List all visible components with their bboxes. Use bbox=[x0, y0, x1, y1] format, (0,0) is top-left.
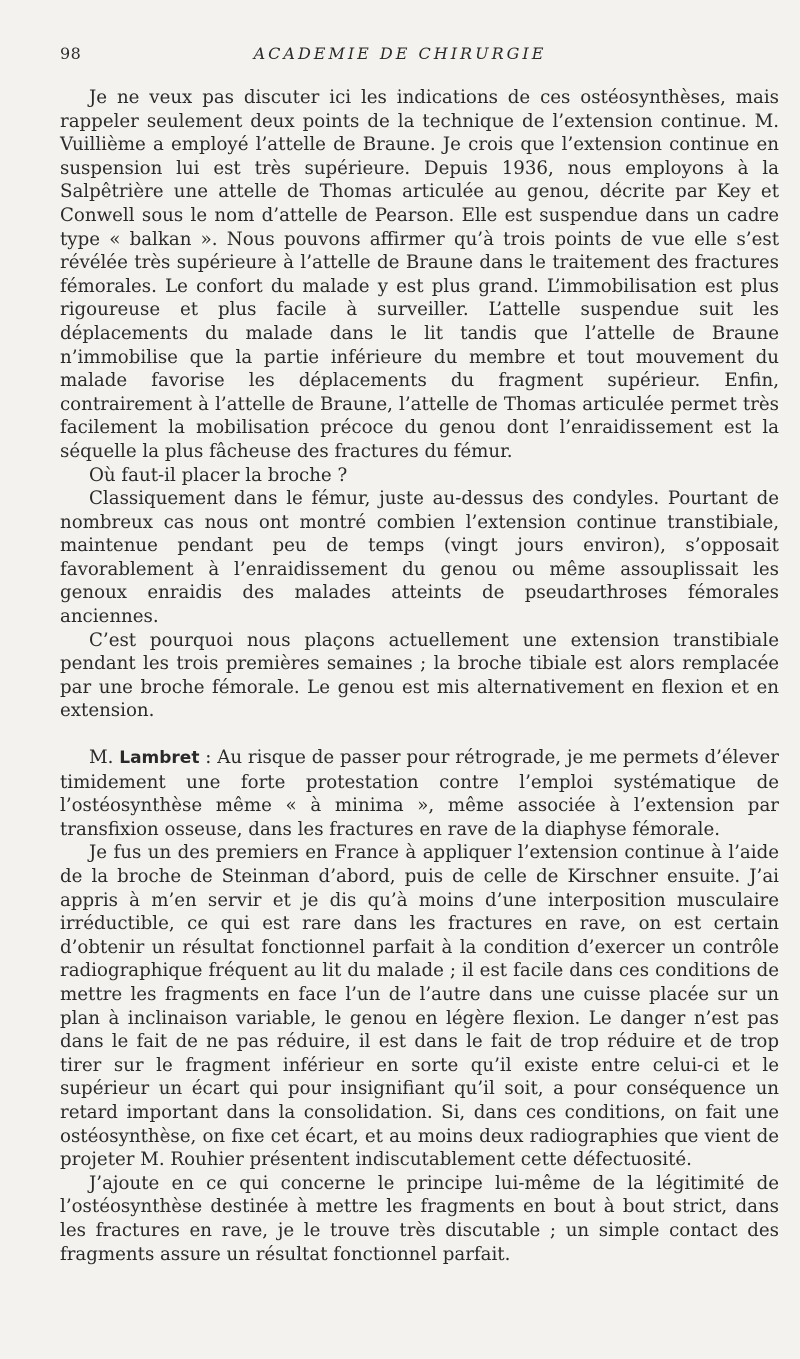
paragraph: J’ajoute en ce qui concerne le principe lui-même de la légitimité de l’ostéosynthèse destinée à mettre les fragments en bout à bout strict, dans les fractures en rave, je le trouve très discutable ; un simple contact des fragments assure un résultat fonctionnel parfait. bbox=[60, 1172, 779, 1265]
page-header bbox=[60, 44, 740, 68]
paragraph: C’est pourquoi nous plaçons actuellement une extension transtibiale pendant les trois premières semaines ; la broche tibiale est alors remplacée par une broche fémorale. Le genou est mis alternativement en flexion et en extension. bbox=[60, 629, 779, 722]
paragraph: Où faut-il placer la broche ? bbox=[89, 464, 348, 486]
speaker-paragraph bbox=[60, 746, 779, 841]
paragraph: Classiquement dans le fémur, juste au-dessus des condyles. Pourtant de nombreux cas nous ont montré combien l’extension continue transtibiale, maintenue pendant peu de temps (vingt jours environ), s’opposait favorablement à l’enraidissement du genou ou même assouplissait les genoux enraidis des malades atteints de pseudarthroses fémorales anciennes. bbox=[60, 488, 779, 628]
paragraph: Je fus un des premiers en France à appliquer l’extension continue à l’aide de la broche de Steinman d’abord, puis de celle de Kirschner ensuite. J’ai appris à m’en servir et je dis qu’à moins d’une interposition musculaire irréductible, ce qui est rare dans les fractures en rave, on est certain d’obtenir un résultat fonctionnel parfait à la condition d’exercer un contrôle radiographique fréquent au lit du malade ; il est facile dans ces conditions de mettre les fragments en face l’un de l’autre dans une cuisse placée sur un plan à inclinaison variable, le genou en légère flexion. Le danger n’est pas dans le fait de ne pas réduire, il est dans le fait de trop réduire et de trop tirer sur le fragment inférieur en sorte qu’il existe entre celui-ci et le supérieur un écart qui pour insignifiant qu’il soit, a pour conséquence un retard important dans la consolidation. Si, dans ces conditions, on fait une ostéosynthèse, on fixe cet écart, et au moins deux radiographies que vient de projeter M. Rouhier présentent indiscutablement cette défectuosité. bbox=[60, 842, 779, 1171]
speaker-paragraph-text: : Au risque de passer pour rétrograde, je me permets d’élever timidement une forte protestation contre l’emploi systématique de l’ostéosynthèse même « à minima », même associée à l’extension par transfixion osseuse, dans les fractures en rave de la diaphyse fémorale. bbox=[60, 747, 779, 840]
page-number: 98 bbox=[60, 44, 82, 63]
speaker-name: Lambret bbox=[119, 748, 200, 769]
paragraph: Je ne veux pas discuter ici les indications de ces ostéosynthèses, mais rappeler seulement deux points de la technique de l’extension continue. M. Vuillième a employé l’attelle de Braune. Je crois que l’extension continue en suspension lui est très supérieure. Depuis 1936, nous employons à la Salpêtrière une attelle de Thomas articulée au genou, décrite par Key et Conwell sous le nom d’attelle de Pearson. Elle est suspendue dans un cadre type « balkan ». Nous pouvons affirmer qu’à trois points de vue elle s’est révélée très supérieure à l’attelle de Braune dans le traitement des fractures fémorales. Le confort du malade y est plus grand. L’immobilisation est plus rigoureuse et plus facile à surveiller. L’attelle suspendue suit les déplacements du malade dans le lit tandis que l’attelle de Braune n’immobilise que la partie inférieure du membre et tout mouvement du malade favorise les déplacements du fragment supérieur. Enfin, contrairement à l’attelle de Braune, l’attelle de Thomas articulée permet très facilement la mobilisation précoce du genou dont l’enraidissement est la séquelle la plus fâcheuse des fractures du fémur. bbox=[60, 87, 779, 462]
speaker-prefix: M. bbox=[89, 747, 120, 769]
running-head: ACADEMIE DE CHIRURGIE bbox=[253, 44, 547, 63]
body-text bbox=[60, 86, 779, 1266]
